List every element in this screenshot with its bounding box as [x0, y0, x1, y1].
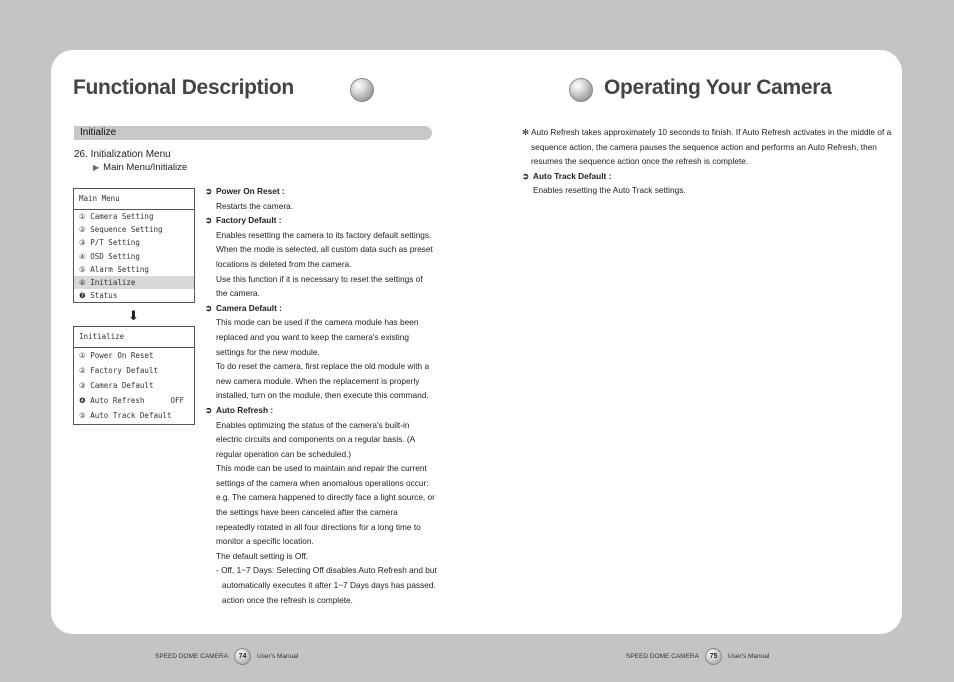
paragraph-line: the camera. — [216, 288, 260, 299]
paragraph-line: installed, turn on the module, then execute this command. — [216, 390, 429, 401]
pointer-arrow-icon: ➲ — [205, 302, 212, 313]
paragraph-line: settings for the new module. — [216, 346, 320, 357]
menu-item: ① Power On Reset — [79, 351, 154, 360]
right-footer — [626, 648, 769, 665]
initialize-menu-screen — [73, 326, 195, 425]
factory-default-heading: ➲ Factory Default : — [205, 213, 437, 228]
paragraph-line: automatically executes it after 1~7 Days days has passed. — [222, 580, 436, 591]
sphere-ornament-icon — [569, 78, 593, 102]
menu-item: ② Factory Default — [79, 366, 158, 375]
paragraph-line: When the mode is selected, all custom data such as preset — [216, 244, 433, 255]
auto-track-heading: ➲ Auto Track Default : — [522, 169, 892, 184]
left-footer — [155, 648, 298, 665]
menu-heading: 26. Initialization Menu — [74, 149, 171, 160]
down-arrow-icon: ⬇ — [128, 308, 139, 323]
paragraph-line: This mode can be used if the camera module has been — [216, 317, 419, 328]
camera-default-heading: ➲ Camera Default : — [205, 301, 437, 316]
menu-item: ③ P/T Setting — [79, 238, 140, 248]
paragraph-line: Use this function if it is necessary to reset the settings of — [216, 273, 423, 284]
paragraph-line: Enables optimizing the status of the camera's built-in — [216, 419, 410, 430]
paragraph-line: new camera module. When the replacement is properly — [216, 375, 420, 386]
menu-header: Initialize — [74, 327, 194, 348]
note-line: sequence action, the camera pauses the sequence action and performs an Auto Refresh, then — [531, 141, 877, 152]
menu-item: ④ OSD Setting — [79, 251, 140, 261]
menu-item: ② Sequence Setting — [79, 225, 163, 235]
menu-item: ⑤ Alarm Setting — [79, 264, 149, 274]
pointer-arrow-icon: ➲ — [522, 170, 529, 181]
menu-path-text: Main Menu/Initialize — [103, 162, 188, 173]
main-menu-screen — [73, 188, 195, 303]
footer-manual: User's Manual — [727, 653, 770, 660]
paragraph-line: - Off, 1~7 Days: Selecting Off disables Auto Refresh and but — [216, 565, 437, 576]
sphere-ornament-icon — [350, 78, 374, 102]
paragraph-line: locations is deleted from the camera. — [216, 258, 352, 269]
menu-item-value: OFF — [170, 396, 184, 405]
play-arrow-icon: ▶ — [93, 163, 100, 172]
menu-item: ① Camera Setting — [79, 212, 154, 221]
section-bar — [74, 126, 432, 140]
asterisk-icon: ✻ — [522, 127, 529, 137]
left-page-title: Functional Description — [73, 76, 294, 99]
menu-item-selected: ⑥ Initialize — [74, 276, 194, 289]
menu-item: ❹ Auto Refresh OFF — [74, 393, 194, 408]
menu-item: ③ Camera Default — [79, 381, 154, 390]
paragraph-line: action once the refresh is complete. — [222, 594, 353, 605]
footer-brand: SPEED DOME CAMERA — [626, 653, 699, 660]
page-number: 74 — [234, 648, 251, 665]
paragraph-line: To do reset the camera, first replace the old module with a — [216, 361, 430, 372]
note-line: resumes the sequence action once the refresh is complete. — [531, 156, 749, 167]
paragraph-line: The default setting is Off. — [216, 550, 309, 561]
paragraph-line: settings of the camera when anomalous operations occur: — [216, 477, 429, 488]
pointer-arrow-icon: ➲ — [205, 186, 212, 196]
footer-manual: User's Manual — [256, 653, 299, 660]
paragraph-line: the settings have been canceled after the camera — [216, 507, 398, 518]
left-description — [205, 184, 437, 607]
paragraph-line: Enables resetting the camera to its factory default settings. — [216, 229, 432, 240]
paragraph-line: electric circuits and components on a regular basis. (A — [216, 434, 416, 445]
pointer-arrow-icon: ➲ — [205, 215, 212, 226]
menu-item: ❼ Status — [79, 291, 118, 301]
paragraph-line: regular operation can be scheduled.) — [216, 448, 352, 459]
section-title: Initialize — [80, 127, 117, 138]
note-line: ✻ Auto Refresh takes approximately 10 seconds to finish. If Auto Refresh activates in the middle of a — [522, 125, 892, 140]
power-on-text: Restarts the camera. — [216, 200, 294, 211]
auto-track-text: Enables resetting the Auto Track settings. — [533, 185, 686, 196]
paragraph-line: e.g. The camera happened to directly face a light source, or — [216, 492, 435, 503]
right-page-title: Operating Your Camera — [604, 76, 832, 99]
page-number: 75 — [705, 648, 722, 665]
power-on-heading: ➲ Power On Reset : — [205, 184, 437, 199]
pointer-arrow-icon: ➲ — [205, 404, 212, 415]
paragraph-line: monitor a specific location. — [216, 536, 314, 547]
right-description — [522, 125, 892, 198]
menu-item: ⑤ Auto Track Default — [79, 411, 172, 420]
menu-path — [93, 162, 187, 174]
paragraph-line: repeatedly rotated in all four directions for a long time to — [216, 521, 421, 532]
paragraph-line: This mode can be used to maintain and repair the current — [216, 463, 427, 474]
menu-header: Main Menu — [74, 189, 194, 210]
auto-refresh-heading: ➲ Auto Refresh : — [205, 403, 437, 418]
paragraph-line: replaced and you want to keep the camera's existing — [216, 331, 409, 342]
footer-brand: SPEED DOME CAMERA — [155, 653, 228, 660]
